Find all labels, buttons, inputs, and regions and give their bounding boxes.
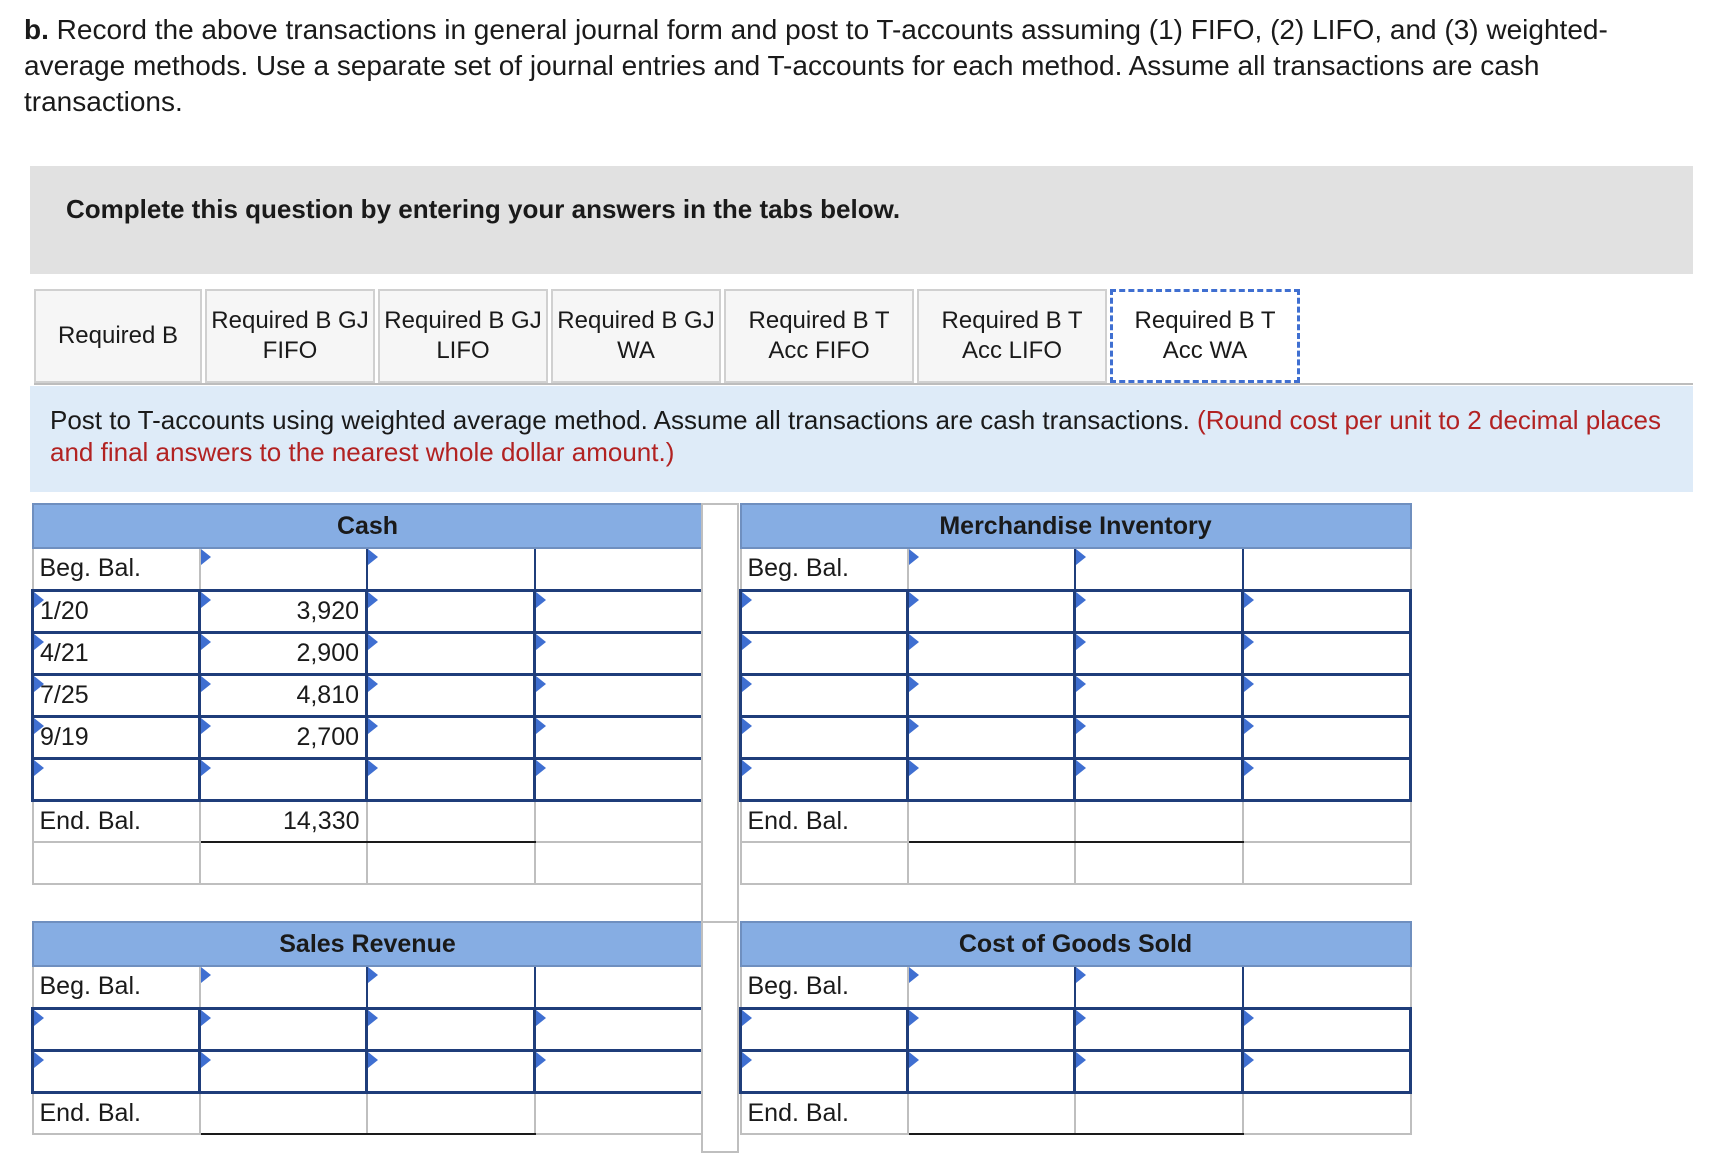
sales-beg-debit-input[interactable] xyxy=(200,966,367,1008)
inventory-row-debit[interactable] xyxy=(908,590,1075,632)
tab-required-b-gj-lifo[interactable]: Required B GJ LIFO xyxy=(378,289,548,383)
sales-title: Sales Revenue xyxy=(33,922,703,966)
tab-required-b-tacc-wa[interactable]: Required B T Acc WA xyxy=(1110,289,1300,383)
t-account-merchandise-inventory xyxy=(739,503,1412,885)
inventory-row-credit[interactable] xyxy=(1243,674,1411,716)
inventory-row-credit[interactable] xyxy=(1243,590,1411,632)
cash-row-credit-label[interactable] xyxy=(367,674,535,716)
cash-row-credit-label[interactable] xyxy=(367,632,535,674)
cash-row-debit[interactable]: 2,900 xyxy=(200,632,367,674)
sales-row-debit[interactable] xyxy=(200,1050,367,1092)
cash-beg-credit-label-input[interactable] xyxy=(367,548,535,590)
tab-required-b-tacc-lifo[interactable]: Required B T Acc LIFO xyxy=(917,289,1107,383)
cash-row-debit[interactable]: 3,920 xyxy=(200,590,367,632)
cash-row-date[interactable]: 7/25 xyxy=(33,674,200,716)
cogs-row-date[interactable] xyxy=(741,1008,908,1050)
inventory-row-credit[interactable] xyxy=(1243,758,1411,800)
question-text xyxy=(24,12,1684,120)
cash-row-credit-label[interactable] xyxy=(367,758,535,800)
inventory-row-debit[interactable] xyxy=(908,632,1075,674)
cogs-end-credit-value xyxy=(1075,1092,1243,1134)
t-account-cash xyxy=(31,503,704,885)
cogs-end-debit-value xyxy=(908,1092,1075,1134)
cogs-beg-debit-input[interactable] xyxy=(908,966,1075,1008)
cash-row-credit-label[interactable] xyxy=(367,716,535,758)
inventory-end-debit-value xyxy=(908,800,1075,842)
cash-row-date[interactable]: 4/21 xyxy=(33,632,200,674)
cash-blank-cell xyxy=(367,842,535,884)
inventory-row-credit-label[interactable] xyxy=(1075,590,1243,632)
inventory-row-date[interactable] xyxy=(741,758,908,800)
inventory-row-date[interactable] xyxy=(741,632,908,674)
tab-required-b-gj-fifo[interactable]: Required B GJ FIFO xyxy=(205,289,375,383)
cash-row-date[interactable]: 9/19 xyxy=(33,716,200,758)
inventory-blank-cell xyxy=(1243,842,1411,884)
cash-title: Cash xyxy=(33,504,703,548)
inventory-row-credit-label[interactable] xyxy=(1075,632,1243,674)
cogs-row-credit[interactable] xyxy=(1243,1008,1411,1050)
cash-row-credit-label[interactable] xyxy=(367,590,535,632)
cogs-beg-credit-label-input[interactable] xyxy=(1075,966,1243,1008)
tab-required-b[interactable]: Required B xyxy=(34,289,202,383)
cash-end-spacer xyxy=(535,800,703,842)
inventory-row-credit-label[interactable] xyxy=(1075,674,1243,716)
inventory-end-credit-value xyxy=(1075,800,1243,842)
question-body: Record the above transactions in general journal form and post to T-accounts assuming (1) FIFO, (2) LIFO, and (3) weighted-average methods. Use a separate set of journal entries and T-accounts for each method. Assume all transactions are cash transactions. xyxy=(24,14,1608,117)
cogs-row-debit[interactable] xyxy=(908,1050,1075,1092)
tab-required-b-tacc-fifo[interactable]: Required B T Acc FIFO xyxy=(724,289,914,383)
cogs-end-label: End. Bal. xyxy=(741,1092,908,1134)
cogs-row-credit-label[interactable] xyxy=(1075,1008,1243,1050)
inventory-beg-debit-input[interactable] xyxy=(908,548,1075,590)
cash-beg-debit-input[interactable] xyxy=(200,548,367,590)
cogs-row-debit[interactable] xyxy=(908,1008,1075,1050)
cogs-row-credit-label[interactable] xyxy=(1075,1050,1243,1092)
inventory-row-date[interactable] xyxy=(741,590,908,632)
cash-row-debit[interactable] xyxy=(200,758,367,800)
sales-end-credit-value xyxy=(367,1092,535,1134)
question-letter: b. xyxy=(24,14,49,45)
cogs-title: Cost of Goods Sold xyxy=(741,922,1411,966)
cash-row-debit[interactable]: 4,810 xyxy=(200,674,367,716)
inventory-blank-cell xyxy=(741,842,908,884)
inventory-row-debit[interactable] xyxy=(908,716,1075,758)
t-account-sales-revenue xyxy=(31,921,704,1135)
inventory-row-credit-label[interactable] xyxy=(1075,758,1243,800)
inventory-end-spacer xyxy=(1243,800,1411,842)
inventory-beg-credit-label-input[interactable] xyxy=(1075,548,1243,590)
cash-row-debit[interactable]: 2,700 xyxy=(200,716,367,758)
inventory-row-credit-label[interactable] xyxy=(1075,716,1243,758)
sales-row-date[interactable] xyxy=(33,1008,200,1050)
cogs-row-date[interactable] xyxy=(741,1050,908,1092)
cash-row-date[interactable] xyxy=(33,758,200,800)
inventory-row-debit[interactable] xyxy=(908,674,1075,716)
sales-end-debit-value xyxy=(200,1092,367,1134)
cogs-beg-label: Beg. Bal. xyxy=(741,966,908,1008)
cash-end-debit-value: 14,330 xyxy=(200,800,367,842)
instruction-banner: Complete this question by entering your answers in the tabs below. xyxy=(30,166,1693,274)
inventory-beg-credit-input[interactable] xyxy=(1243,548,1411,590)
cash-blank-cell xyxy=(535,842,703,884)
cogs-end-spacer xyxy=(1243,1092,1411,1134)
sales-row-date[interactable] xyxy=(33,1050,200,1092)
sales-beg-credit-input[interactable] xyxy=(535,966,703,1008)
sales-row-credit-label[interactable] xyxy=(367,1050,535,1092)
inventory-title: Merchandise Inventory xyxy=(741,504,1411,548)
inventory-row-date[interactable] xyxy=(741,716,908,758)
sales-row-debit[interactable] xyxy=(200,1008,367,1050)
inventory-blank-cell xyxy=(908,842,1075,884)
instruction-rounding-note: (Round cost per unit to 2 decimal places and final answers to the nearest whole dollar amount.) xyxy=(50,405,1661,467)
inventory-row-debit[interactable] xyxy=(908,758,1075,800)
cash-row-credit[interactable] xyxy=(535,716,703,758)
cash-blank-cell xyxy=(33,842,200,884)
cogs-beg-credit-input[interactable] xyxy=(1243,966,1411,1008)
cash-row-date[interactable]: 1/20 xyxy=(33,590,200,632)
t-account-cost-of-goods-sold xyxy=(739,921,1412,1135)
sales-end-spacer xyxy=(535,1092,703,1134)
sales-beg-credit-label-input[interactable] xyxy=(367,966,535,1008)
sales-beg-label: Beg. Bal. xyxy=(33,966,200,1008)
cash-blank-cell xyxy=(200,842,367,884)
cash-end-credit-value xyxy=(367,800,535,842)
sales-row-credit[interactable] xyxy=(535,1008,703,1050)
inventory-beg-label: Beg. Bal. xyxy=(741,548,908,590)
cash-end-label: End. Bal. xyxy=(33,800,200,842)
inventory-end-label: End. Bal. xyxy=(741,800,908,842)
cash-beg-label: Beg. Bal. xyxy=(33,548,200,590)
inventory-row-credit[interactable] xyxy=(1243,716,1411,758)
inventory-row-credit[interactable] xyxy=(1243,632,1411,674)
cash-row-credit[interactable] xyxy=(535,674,703,716)
sales-row-credit[interactable] xyxy=(535,1050,703,1092)
cash-row-credit[interactable] xyxy=(535,590,703,632)
cash-beg-credit-input[interactable] xyxy=(535,548,703,590)
cash-row-credit[interactable] xyxy=(535,758,703,800)
sales-row-credit-label[interactable] xyxy=(367,1008,535,1050)
sales-end-label: End. Bal. xyxy=(33,1092,200,1134)
instruction-main: Post to T-accounts using weighted average method. Assume all transactions are cash transactions. xyxy=(50,405,1198,435)
inventory-blank-cell xyxy=(1075,842,1243,884)
inventory-row-date[interactable] xyxy=(741,674,908,716)
instruction-panel xyxy=(30,386,1693,492)
tab-bar xyxy=(34,289,1693,385)
column-separator xyxy=(701,503,739,923)
column-separator xyxy=(701,921,739,1153)
tab-required-b-gj-wa[interactable]: Required B GJ WA xyxy=(551,289,721,383)
cash-row-credit[interactable] xyxy=(535,632,703,674)
cogs-row-credit[interactable] xyxy=(1243,1050,1411,1092)
